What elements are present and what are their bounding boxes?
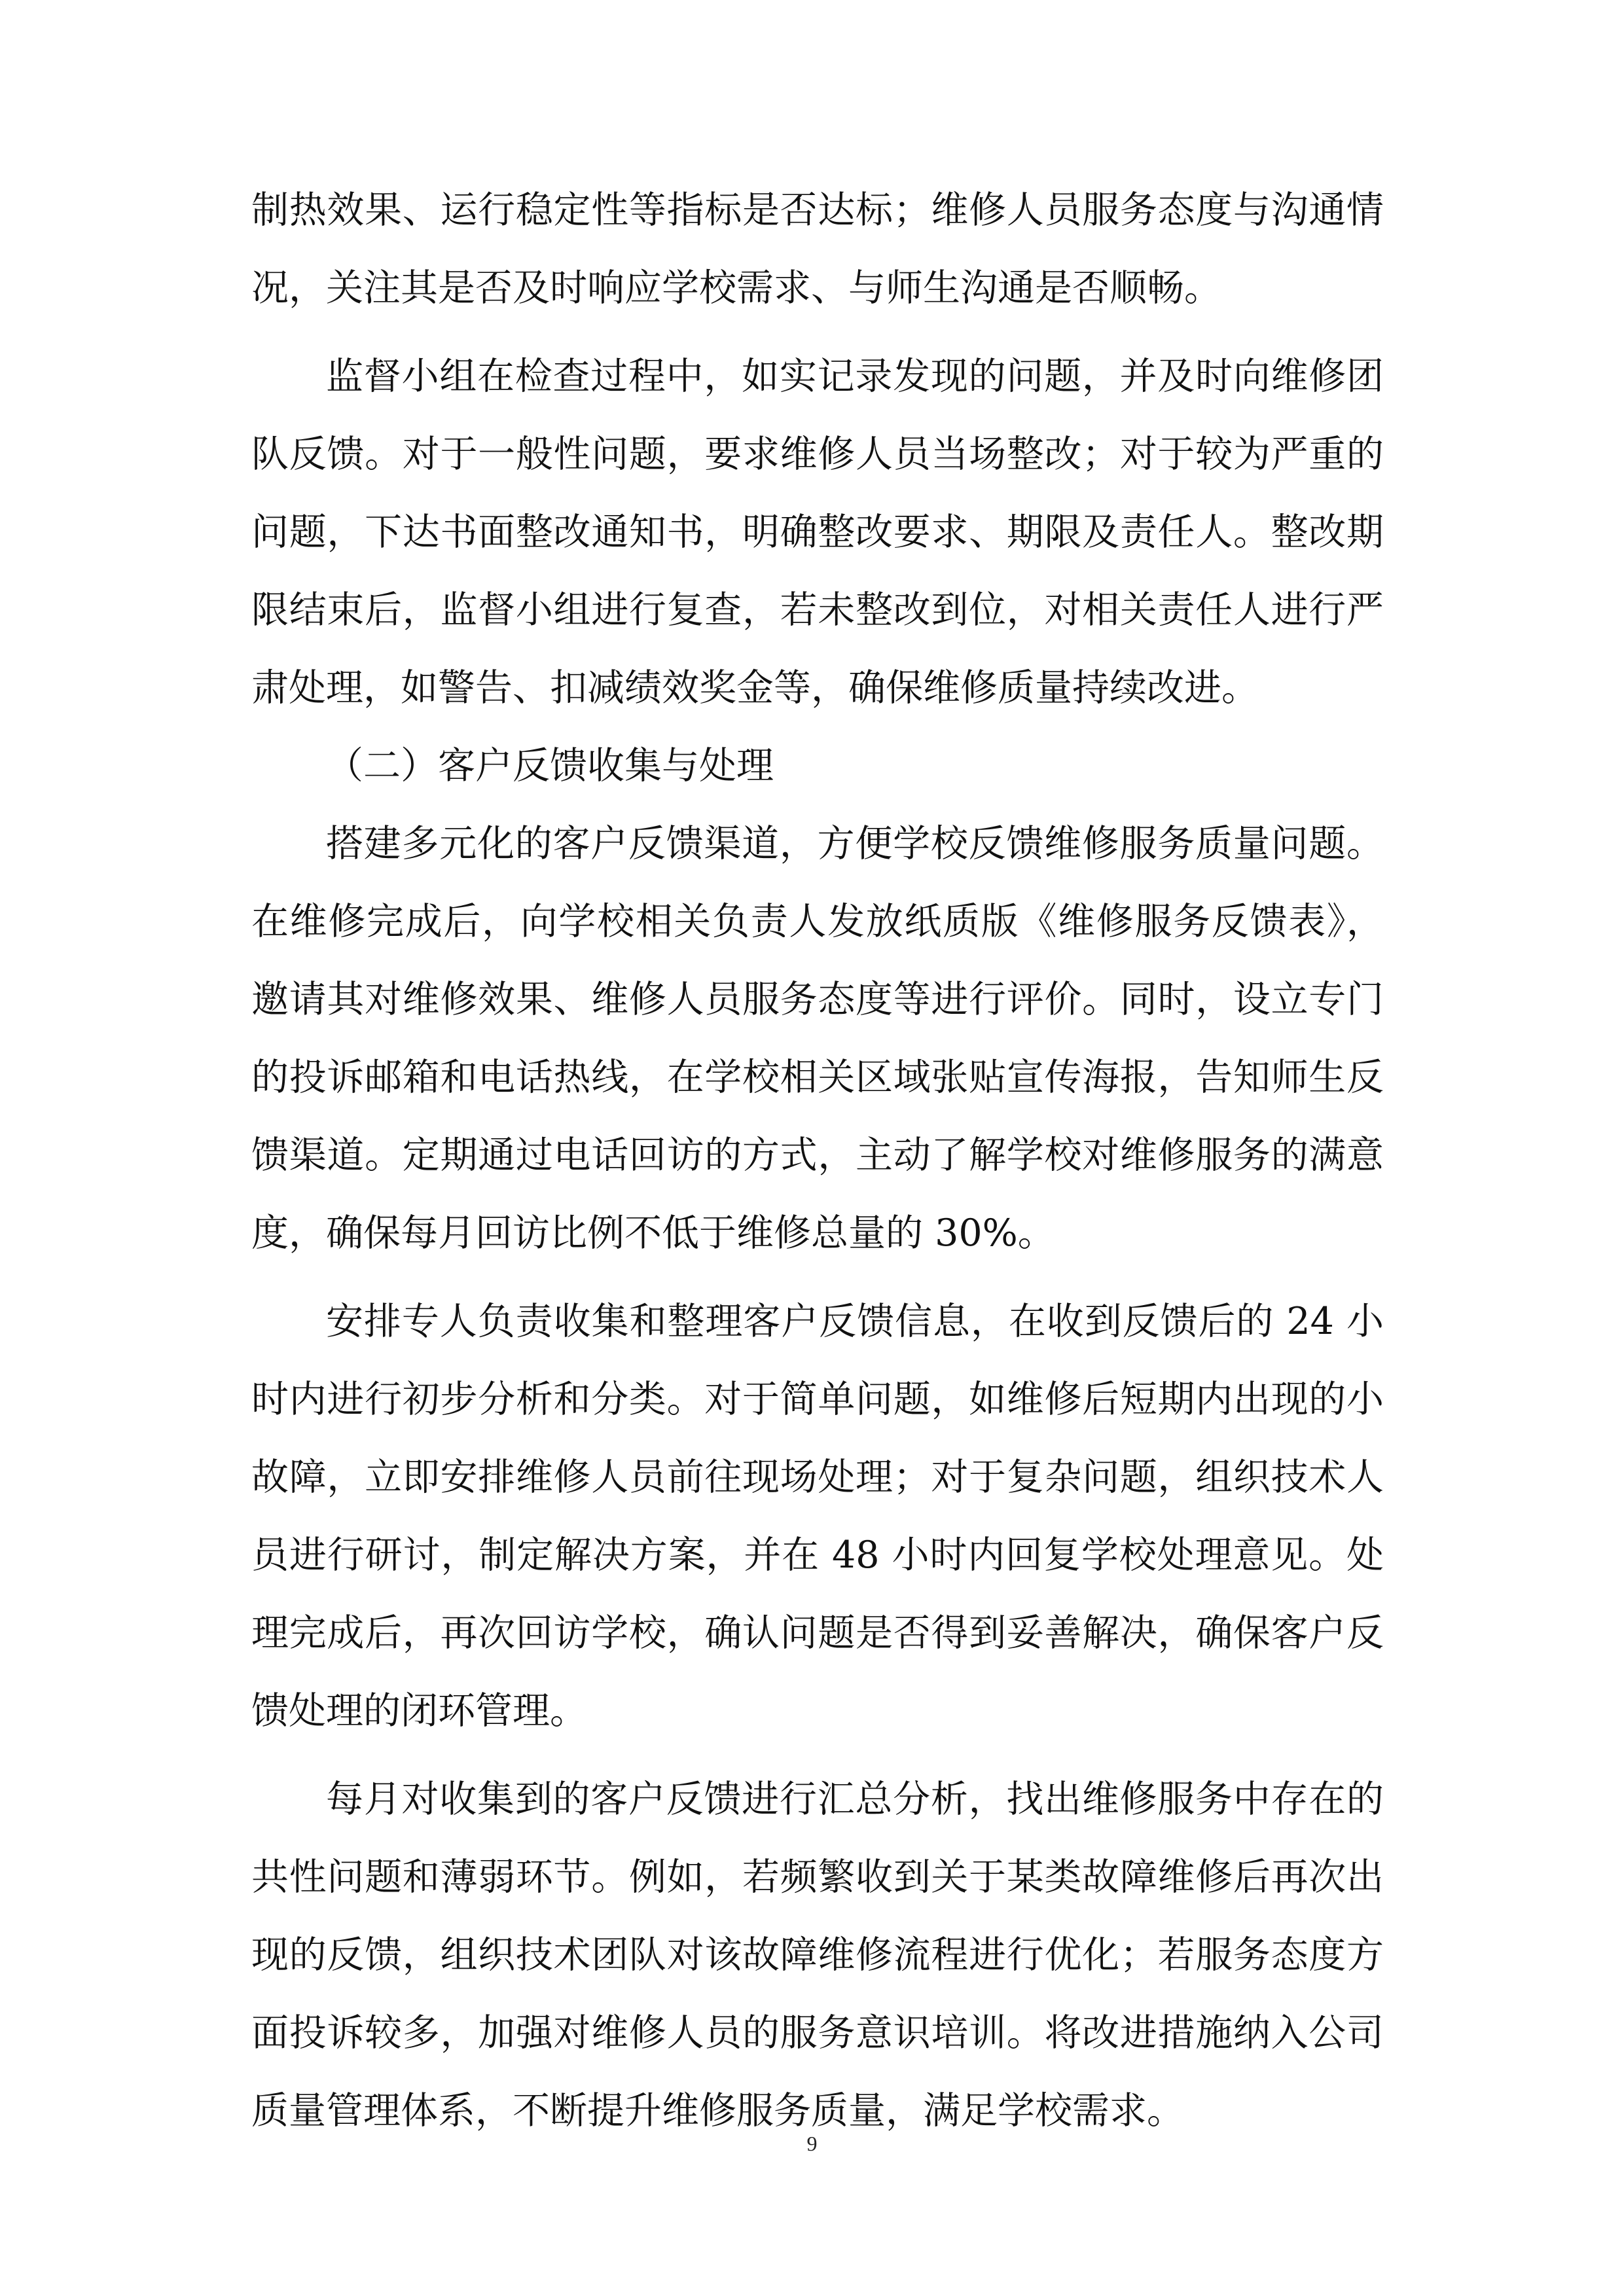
paragraph-line: 员进行研讨，制定解决方案，并在 48 小时内回复学校处理意见。处 xyxy=(251,1534,1384,1577)
paragraph-line: 故障，立即安排维修人员前往现场处理；对于复杂问题，组织技术人 xyxy=(251,1456,1384,1499)
paragraph-gap xyxy=(251,327,1384,338)
paragraph-line: 邀请其对维修效果、维修人员服务态度等进行评价。同时，设立专门 xyxy=(251,978,1384,1021)
paragraph-line: 馈处理的闭环管理。 xyxy=(251,1689,587,1732)
paragraph xyxy=(251,171,1384,327)
paragraph-line: 质量管理体系，不断提升维修服务质量，满足学校需求。 xyxy=(251,2089,1184,2132)
paragraph-line: 共性问题和薄弱环节。例如，若频繁收到关于某类故障维修后再次出 xyxy=(251,1856,1384,1899)
paragraph-gap xyxy=(251,1750,1384,1761)
paragraph-line: 限结束后，监督小组进行复查，若未整改到位，对相关责任人进行严 xyxy=(251,588,1384,632)
heading-text: （二）客户反馈收集与处理 xyxy=(326,744,774,787)
paragraph-line: 况，关注其是否及时响应学校需求、与师生沟通是否顺畅。 xyxy=(251,266,1221,310)
paragraph-line: 制热效果、运行稳定性等指标是否达标；维修人员服务态度与沟通情 xyxy=(251,188,1384,232)
paragraph-line: 问题，下达书面整改通知书，明确整改要求、期限及责任人。整改期 xyxy=(251,511,1384,554)
paragraph-line: 面投诉较多，加强对维修人员的服务意识培训。将改进措施纳入公司 xyxy=(251,2011,1384,2054)
page-number: 9 xyxy=(806,2132,818,2155)
document-body xyxy=(251,171,1384,2150)
paragraph-line: 现的反馈，组织技术团队对该故障维修流程进行优化；若服务态度方 xyxy=(251,1933,1384,1977)
paragraph-line: 监督小组在检查过程中，如实记录发现的问题，并及时向维修团 xyxy=(326,355,1384,398)
paragraph-line: 在维修完成后，向学校相关负责人发放纸质版《维修服务反馈表》， xyxy=(251,900,1384,943)
paragraph xyxy=(251,805,1384,1272)
paragraph-line: 理完成后，再次回访学校，确认问题是否得到妥善解决，确保客户反 xyxy=(251,1611,1384,1655)
section-heading xyxy=(251,727,1384,805)
paragraph-line: 每月对收集到的客户反馈进行汇总分析，找出维修服务中存在的 xyxy=(326,1778,1384,1821)
paragraph-line: 馈渠道。定期通过电话回访的方式，主动了解学校对维修服务的满意 xyxy=(251,1134,1384,1177)
paragraph xyxy=(251,338,1384,727)
paragraph-line: 搭建多元化的客户反馈渠道，方便学校反馈维修服务质量问题。 xyxy=(326,822,1384,865)
paragraph xyxy=(251,1761,1384,2150)
paragraph-line: 时内进行初步分析和分类。对于简单问题，如维修后短期内出现的小 xyxy=(251,1378,1384,1421)
paragraph-line: 度，确保每月回访比例不低于维修总量的 30%。 xyxy=(251,1211,1055,1255)
paragraph-line: 队反馈。对于一般性问题，要求维修人员当场整改；对于较为严重的 xyxy=(251,433,1384,476)
paragraph-line: 安排专人负责收集和整理客户反馈信息，在收到反馈后的 24 小 xyxy=(326,1300,1384,1343)
paragraph-line: 的投诉邮箱和电话热线，在学校相关区域张贴宣传海报，告知师生反 xyxy=(251,1056,1384,1099)
paragraph-line: 肃处理，如警告、扣减绩效奖金等，确保维修质量持续改进。 xyxy=(251,666,1259,709)
paragraph xyxy=(251,1283,1384,1750)
paragraph-gap xyxy=(251,1272,1384,1283)
